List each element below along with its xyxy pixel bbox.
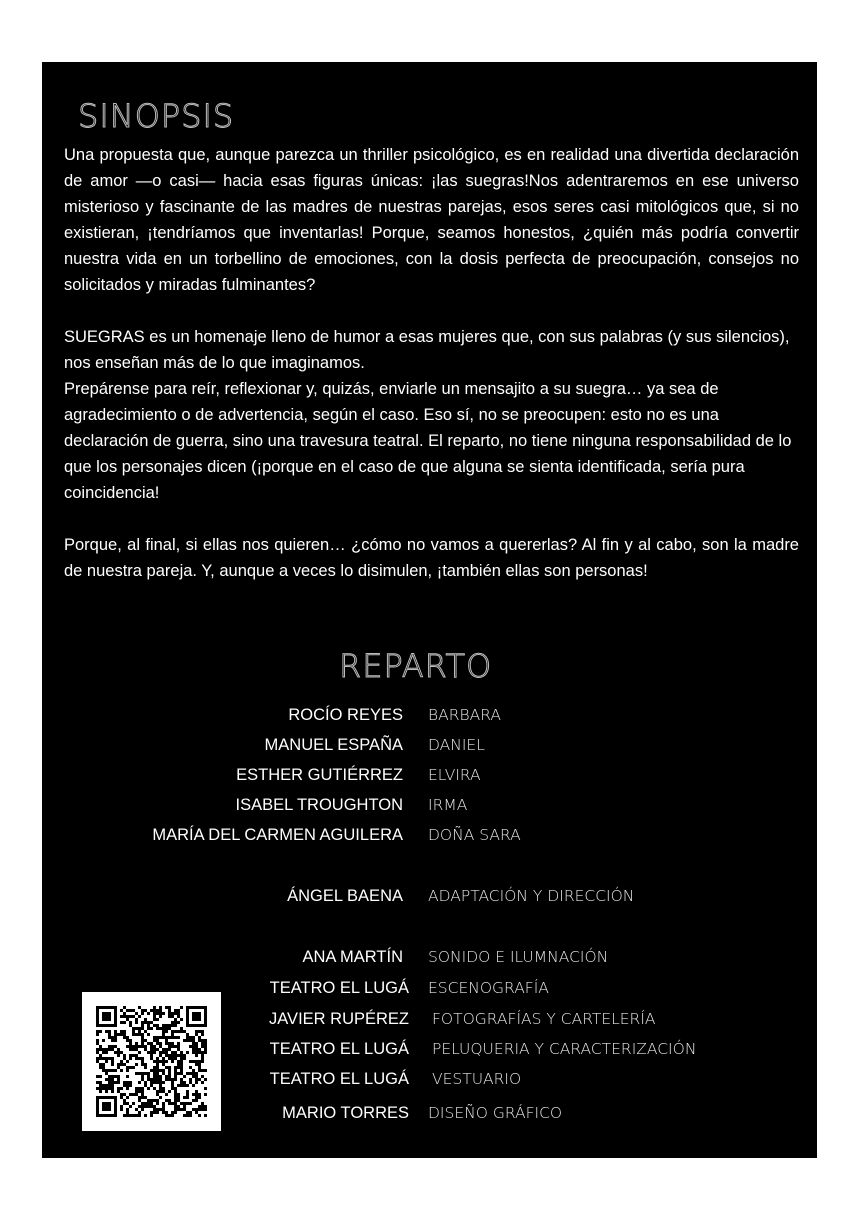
role-name: ELVIRA xyxy=(428,766,481,784)
director-name: ÁNGEL BAENA xyxy=(287,887,403,905)
synopsis-paragraph-3: Prepárense para reír, reflexionar y, quizás, enviarle un mensajito a su suegra… ya sea de agradecimiento o de advertencia, según el caso. Eso sí, no se preocupen: esto no es una declaración de guerra, sino una travesura teatral. El reparto, no tiene ninguna responsabilidad de lo que los personajes dicen (¡porque en el caso de que alguna se sienta identificada, sería pura coincidencia! xyxy=(64,380,792,502)
role-name: BARBARA xyxy=(428,706,502,724)
cast-row xyxy=(42,762,817,788)
crew-row xyxy=(42,944,817,970)
cast-row xyxy=(42,702,817,728)
crew-name: TEATRO EL LUGÁ xyxy=(269,1070,409,1088)
synopsis-paragraph-1: Una propuesta que, aunque parezca un thriller psicológico, es en realidad una divertida declaración de amor —o casi— hacia esas figuras únicas: ¡las suegras!Nos adentraremos en ese universo misterioso y fascinante de las madres de nuestras parejas, esos seres casi mitológicos que, si no existieran, ¡tendríamos que inventarlas! Porque, seamos honestos, ¿quién más podría convertir nuestra vida en un torbellino de emociones, con la dosis perfecta de preocupación, consejos no solicitados y miradas fulminantes? xyxy=(64,146,799,294)
role-name: DANIEL xyxy=(428,736,485,754)
qr-code-icon xyxy=(96,1006,207,1117)
synopsis-paragraph-4: Porque, al final, si ellas nos quieren… ¿cómo no vamos a quererlas? Al fin y al cabo, son la madre de nuestra pareja. Y, aunque a veces lo disimulen, ¡también ellas son personas! xyxy=(64,536,799,580)
crew-name: TEATRO EL LUGÁ xyxy=(269,979,409,997)
cast-row xyxy=(42,792,817,818)
actor-name: ESTHER GUTIÉRREZ xyxy=(236,766,403,784)
actor-name: ISABEL TROUGHTON xyxy=(235,796,403,814)
actor-name: ROCÍO REYES xyxy=(288,706,403,724)
crew-role: DISEÑO GRÁFICO xyxy=(428,1104,563,1122)
crew-role: ESCENOGRAFÍA xyxy=(428,979,549,997)
role-name: IRMA xyxy=(428,796,468,814)
crew-role: PELUQUERIA Y CARACTERIZACIÓN xyxy=(432,1040,697,1058)
direction-row xyxy=(42,883,817,909)
crew-role: SONIDO E ILUMNACIÓN xyxy=(428,948,609,966)
qr-code[interactable] xyxy=(82,992,221,1131)
synopsis-text xyxy=(64,142,799,584)
crew-name: TEATRO EL LUGÁ xyxy=(269,1040,409,1058)
crew-name: MARIO TORRES xyxy=(282,1104,409,1122)
crew-role: FOTOGRAFÍAS Y CARTELERÍA xyxy=(432,1010,656,1028)
crew-role: VESTUARIO xyxy=(432,1070,522,1088)
cast-row xyxy=(42,822,817,848)
crew-name: JAVIER RUPÉREZ xyxy=(269,1010,409,1028)
actor-name: MARÍA DEL CARMEN AGUILERA xyxy=(152,826,403,844)
sinopsis-heading: SINOPSIS xyxy=(78,97,235,135)
role-name: DOÑA SARA xyxy=(428,826,521,844)
actor-name: MANUEL ESPAÑA xyxy=(264,736,403,754)
crew-name: ANA MARTÍN xyxy=(302,948,403,966)
cast-row xyxy=(42,732,817,758)
program-sheet xyxy=(42,62,817,1158)
direction-role: ADAPTACIÓN Y DIRECCIÓN xyxy=(428,887,635,905)
synopsis-paragraph-2: SUEGRAS es un homenaje lleno de humor a esas mujeres que, con sus palabras (y sus silencios), nos enseñan más de lo que imaginamos. xyxy=(64,328,790,372)
reparto-heading: REPARTO xyxy=(339,647,493,685)
